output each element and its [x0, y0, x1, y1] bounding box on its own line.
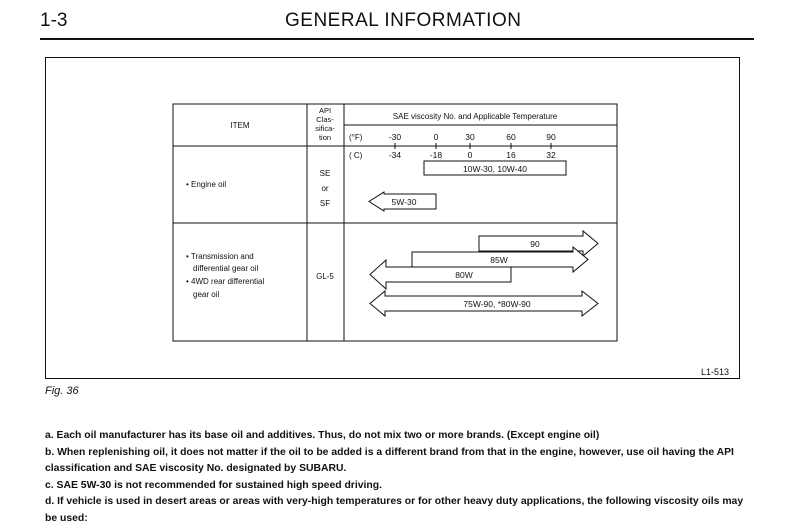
note-a: a. Each oil manufacturer has its base oil and additives. Thus, do not mix two or more brands. (Except engine oil): [45, 430, 600, 441]
note-d: d. If vehicle is used in desert areas or areas with very-high temperatures or for other heavy duty applications, the following viscosity oils may be used:: [45, 496, 744, 524]
tick-c-2: -18: [429, 150, 443, 160]
band-label-5w30: 5W-30: [391, 197, 417, 207]
tick-c-5: 32: [546, 150, 556, 160]
col-header-api-1: API: [318, 106, 332, 115]
band-label-90: 90: [530, 239, 540, 249]
band-label-75w90: 75W-90, *80W-90: [463, 299, 531, 309]
tick-f-5: 90: [546, 132, 556, 142]
col-header-api-4: tion: [318, 133, 332, 142]
section-number: 1-3: [40, 10, 68, 31]
col-header-api-2: Clas-: [316, 115, 334, 124]
figure-caption: Fig. 36: [45, 385, 79, 397]
col-header-item: ITEM: [230, 121, 250, 130]
note-b: b. When replenishing oil, it does not matter if the oil to be added is a different brand from that in the engine, however, use oil having the API classification and SAE viscosity No. designated by SUBARU.: [45, 446, 734, 474]
row-item-4wd-2: gear oil: [193, 290, 220, 299]
row-item-engine-oil: • Engine oil: [186, 180, 227, 189]
notes-section: [45, 428, 745, 527]
band-label-10w30-10w40: 10W-30, 10W-40: [463, 164, 527, 174]
row-item-4wd-1: • 4WD rear differential: [186, 277, 265, 286]
scale-unit-c: ( C): [349, 151, 363, 160]
tick-f-4: 60: [506, 132, 516, 142]
band-label-85w: 85W: [490, 255, 508, 265]
tick-c-4: 16: [506, 150, 516, 160]
api-gl5: GL-5: [316, 272, 334, 281]
api-or: or: [321, 184, 329, 193]
tick-c-3: 0: [467, 150, 473, 160]
tick-f-1: -30: [388, 132, 402, 142]
row-item-transmission-2: differential gear oil: [193, 264, 259, 273]
api-se: SE: [319, 169, 331, 178]
band-label-80w: 80W: [455, 270, 473, 280]
note-c: c. SAE 5W-30 is not recommended for sustained high speed driving.: [45, 479, 382, 491]
api-sf: SF: [319, 199, 331, 208]
scale-unit-f: (°F): [349, 133, 363, 142]
figure-code: L1-513: [701, 367, 730, 377]
tick-f-3: 30: [465, 132, 475, 142]
page-title: GENERAL INFORMATION: [285, 10, 522, 31]
tick-f-2: 0: [433, 132, 439, 142]
col-header-sae: SAE viscosity No. and Applicable Temperature: [392, 112, 558, 121]
row-item-transmission-1: • Transmission and: [186, 252, 254, 261]
tick-c-1: -34: [388, 150, 402, 160]
col-header-api-3: sifica-: [315, 124, 335, 133]
